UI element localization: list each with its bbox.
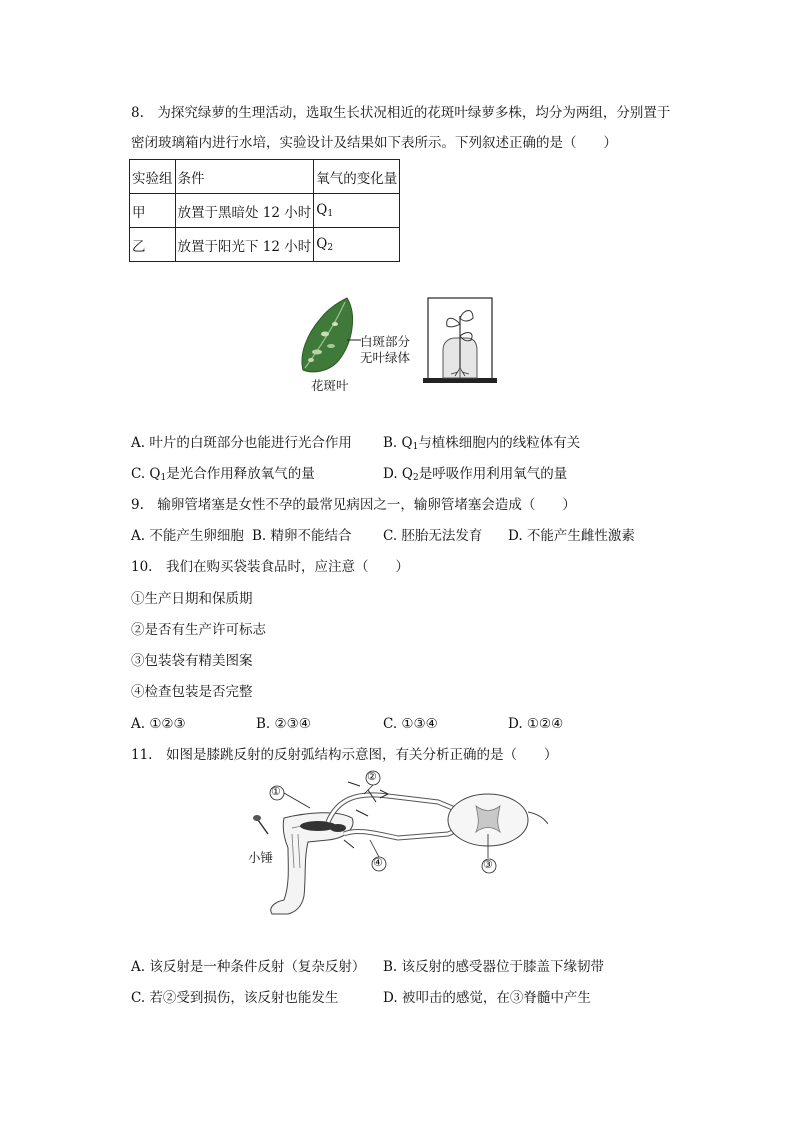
q11-option-b[interactable]: B. 该反射的感受器位于膝盖下缘韧带 — [383, 959, 605, 975]
white-part-label-1: 白斑部分 — [360, 334, 411, 349]
option-d-prefix: D. Q — [383, 466, 413, 482]
hammer-label: 小锤 — [248, 850, 274, 865]
label-spinal-cord: ③ — [483, 858, 493, 871]
option-b-text: 与植株细胞内的线粒体有关 — [418, 435, 581, 451]
table-cell-condition: 放置于黑暗处 12 小时 — [175, 194, 314, 228]
q8-stem-line2: 密闭玻璃箱内进行水培，实验设计及结果如下表所示。下列叙述正确的是（ ） — [131, 135, 617, 151]
q9-stem: 9. 输卵管堵塞是女性不孕的最常见病因之一，输卵管堵塞会造成（ ） — [131, 497, 576, 513]
q8-option-c[interactable] — [131, 465, 315, 487]
table-cell-group: 甲 — [130, 194, 176, 228]
plant-jar-icon — [423, 298, 497, 383]
q8-stem-line1: 8. 为探究绿萝的生理活动，选取生长状况相近的花斑叶绿萝多株，均分为两组，分别置于 — [131, 105, 671, 121]
q10-option-c[interactable]: C. ①③④ — [383, 716, 438, 732]
option-c-subscript: 1 — [160, 473, 167, 483]
q10-item: ③包装袋有精美图案 — [131, 653, 253, 669]
table-cell-oxygen — [314, 194, 400, 228]
table-cell-condition: 放置于阳光下 12 小时 — [175, 228, 314, 262]
q11-option-c[interactable]: C. 若②受到损伤，该反射也能发生 — [131, 990, 339, 1006]
experiment-table — [129, 159, 400, 262]
q9-option-b[interactable]: B. 精卵不能结合 — [252, 528, 352, 544]
table-cell-oxygen — [314, 228, 400, 262]
q8-option-d[interactable] — [383, 465, 567, 487]
q8-option-a[interactable]: A. 叶片的白斑部分也能进行光合作用 — [131, 435, 352, 451]
q10-option-b[interactable]: B. ②③④ — [256, 716, 311, 732]
q-symbol: Q — [316, 202, 328, 218]
table-header: 条件 — [175, 160, 314, 194]
option-b-prefix: B. Q — [383, 435, 413, 451]
table-cell-group: 乙 — [130, 228, 176, 262]
q9-option-d[interactable]: D. 不能产生雌性激素 — [508, 528, 635, 544]
q-symbol: Q — [316, 236, 328, 252]
q10-item: ②是否有生产许可标志 — [131, 622, 266, 638]
option-d-subscript: 2 — [413, 473, 419, 483]
q9-option-a[interactable]: A. 不能产生卵细胞 — [131, 528, 244, 544]
q11-option-a[interactable]: A. 该反射是一种条件反射（复杂反射） — [131, 959, 366, 975]
q10-item: ①生产日期和保质期 — [131, 591, 253, 607]
q10-option-a[interactable]: A. ①②③ — [131, 716, 186, 732]
label-receptor: ① — [271, 785, 281, 798]
option-c-prefix: C. Q — [131, 466, 161, 482]
q-subscript: 2 — [327, 243, 334, 253]
variegated-leaf-icon — [302, 298, 353, 372]
option-c-text: 是光合作用释放氧气的量 — [166, 466, 315, 482]
q-subscript: 1 — [327, 209, 334, 219]
table-row — [130, 228, 400, 262]
table-row — [130, 194, 400, 228]
table-header-row — [130, 160, 400, 194]
spinal-cord-icon — [448, 794, 548, 858]
leaf-caption: 花斑叶 — [311, 378, 349, 393]
leg-icon — [271, 813, 353, 914]
q10-option-d[interactable]: D. ①②④ — [508, 716, 564, 732]
q9-option-c[interactable]: C. 胚胎无法发育 — [383, 528, 483, 544]
label-sensory-nerve: ② — [367, 770, 377, 783]
label-motor-nerve: ④ — [373, 856, 383, 869]
table-header: 氧气的变化量 — [314, 160, 400, 194]
q11-stem: 11. 如图是膝跳反射的反射弧结构示意图，有关分析正确的是（ ） — [131, 747, 558, 763]
reflex-arc-figure — [248, 768, 548, 918]
q10-item: ④检查包装是否完整 — [131, 684, 253, 700]
option-d-text: 是呼吸作用利用氧气的量 — [418, 466, 568, 482]
q10-stem: 10. 我们在购买袋装食品时，应注意（ ） — [131, 559, 409, 575]
option-b-subscript: 1 — [412, 442, 419, 452]
q11-option-d[interactable]: D. 被叩击的感觉，在③脊髓中产生 — [383, 990, 591, 1006]
hammer-icon — [253, 815, 268, 834]
table-header: 实验组 — [130, 160, 176, 194]
white-part-label-2: 无叶绿体 — [360, 350, 411, 365]
q8-option-b[interactable] — [383, 434, 580, 456]
